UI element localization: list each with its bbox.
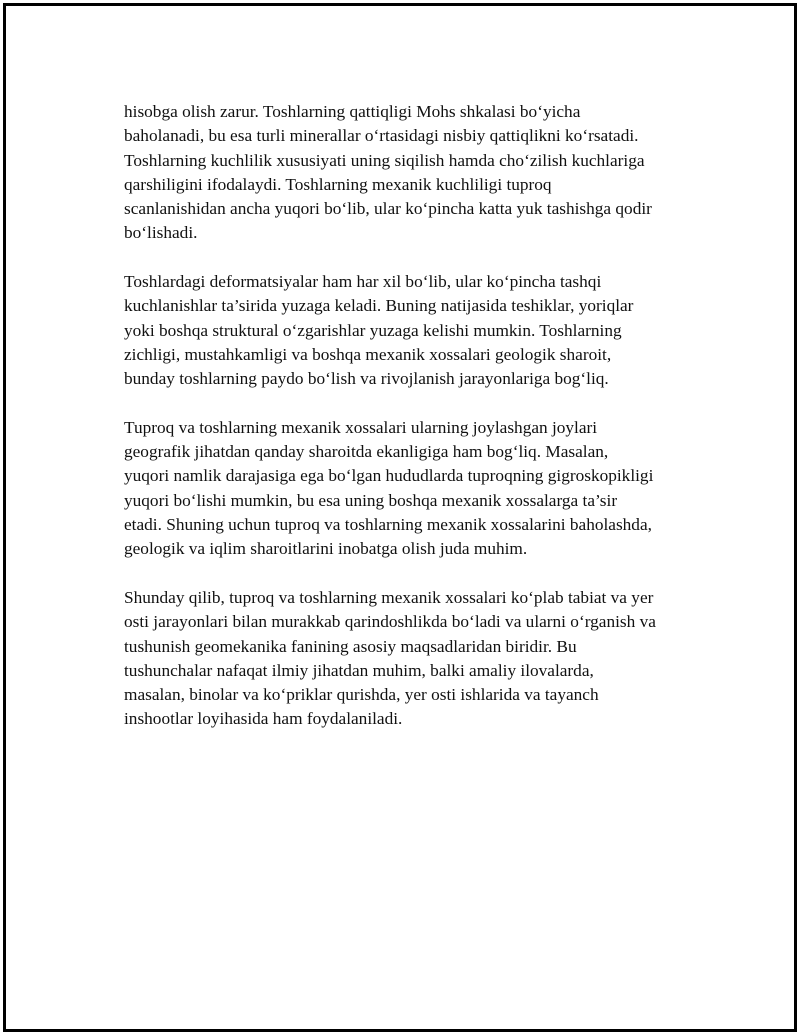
text-line: masalan, binolar va ko‘priklar qurishda, yer osti ishlarida va tayanch <box>124 685 599 705</box>
text-line: yoki boshqa struktural o‘zgarishlar yuzaga kelishi mumkin. Toshlarning <box>124 320 622 340</box>
paragraph <box>124 416 714 562</box>
page-frame <box>3 3 797 1032</box>
paragraph <box>124 586 714 732</box>
text-line: Tuproq va toshlarning mexanik xossalari ularning joylashgan joylari <box>124 417 598 437</box>
text-line: bunday toshlarning paydo bo‘lish va rivojlanish jarayonlariga bog‘liq. <box>124 369 609 389</box>
text-line: kuchlanishlar ta’sirida yuzaga keladi. Buning natijasida teshiklar, yoriqlar <box>124 296 634 316</box>
paragraph <box>124 100 714 246</box>
text-line: inshootlar loyihasida ham foydalaniladi. <box>124 709 403 729</box>
text-line: hisobga olish zarur. Toshlarning qattiqligi Mohs shkalasi bo‘yicha <box>124 102 581 121</box>
paragraph <box>124 270 714 391</box>
text-line: osti jarayonlari bilan murakkab qarindoshlikda bo‘ladi va ularni o‘rganish va <box>124 612 656 632</box>
text-line: zichligi, mustahkamligi va boshqa mexanik xossalari geologik sharoit, <box>124 344 612 364</box>
text-line: geografik jihatdan qanday sharoitda ekanligiga ham bog‘liq. Masalan, <box>124 442 609 462</box>
document-body <box>124 100 714 756</box>
text-line: Toshlardagi deformatsiyalar ham har xil bo‘lib, ular ko‘pincha tashqi <box>124 272 602 292</box>
text-line: tushunish geomekanika fanining asosiy maqsadlaridan biridir. Bu <box>124 636 577 656</box>
text-line: Shunday qilib, tuproq va toshlarning mexanik xossalari ko‘plab tabiat va yer <box>124 587 654 607</box>
text-line: yuqori namlik darajasiga ega bo‘lgan hududlarda tuproqning gigroskopikligi <box>124 466 654 486</box>
text-line: tushunchalar nafaqat ilmiy jihatdan muhim, balki amaliy ilovalarda, <box>124 660 594 680</box>
text-line: bo‘lishadi. <box>124 223 198 243</box>
text-line: baholanadi, bu esa turli minerallar o‘rtasidagi nisbiy qattiqlikni ko‘rsatadi. <box>124 126 639 146</box>
text-line: yuqori bo‘lishi mumkin, bu esa uning boshqa mexanik xossalarga ta’sir <box>124 490 618 510</box>
text-line: qarshiligini ifodalaydi. Toshlarning mexanik kuchliligi tuproq <box>124 174 552 194</box>
text-line: Toshlarning kuchlilik xususiyati uning siqilish hamda cho‘zilish kuchlariga <box>124 150 645 170</box>
text-line: scanlanishidan ancha yuqori bo‘lib, ular ko‘pincha katta yuk tashishga qodir <box>124 199 652 219</box>
text-line: geologik va iqlim sharoitlarini inobatga olish juda muhim. <box>124 539 528 559</box>
text-line: etadi. Shuning uchun tuproq va toshlarning mexanik xossalarini baholashda, <box>124 515 652 535</box>
